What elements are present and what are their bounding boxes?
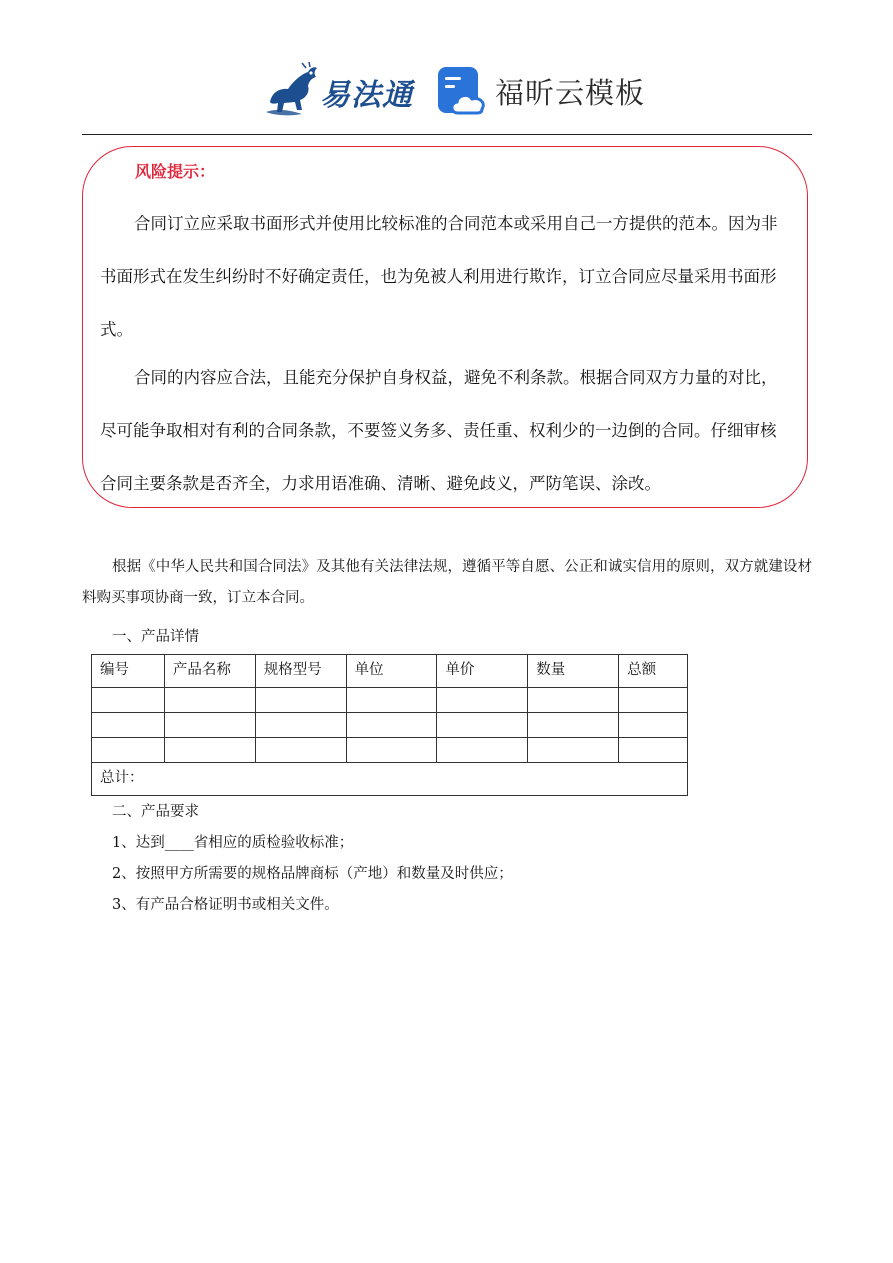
table-cell — [255, 688, 346, 713]
table-cell — [619, 688, 688, 713]
cloud-document-icon — [436, 65, 488, 117]
requirement-item: 2、按照甲方所需要的规格品牌商标（产地）和数量及时供应； — [112, 866, 513, 882]
brand-yifatong: 易法通 — [320, 78, 413, 113]
table-cell — [255, 713, 346, 738]
requirement-item: 1、达到____省相应的质检验收标准； — [112, 835, 354, 851]
table-cell — [437, 713, 528, 738]
column-header: 总额 — [619, 655, 688, 688]
table-cell — [619, 713, 688, 738]
risk-notice-box — [82, 146, 808, 508]
qilin-icon — [262, 62, 322, 118]
table-cell — [528, 713, 619, 738]
table-row — [92, 713, 688, 738]
requirement-item: 3、有产品合格证明书或相关文件。 — [112, 897, 339, 913]
table-cell — [346, 688, 437, 713]
table-cell — [92, 713, 165, 738]
table-row — [92, 738, 688, 763]
page-header — [0, 0, 893, 136]
contract-intro: 根据《中华人民共和国合同法》及其他有关法律法规，遵循平等自愿、公正和诚实信用的原则，双方就建设材料购买事项协商一致，订立本合同。 — [82, 559, 812, 606]
table-cell — [528, 738, 619, 763]
column-header: 编号 — [92, 655, 165, 688]
column-header: 产品名称 — [164, 655, 255, 688]
table-cell — [164, 738, 255, 763]
table-cell — [346, 713, 437, 738]
risk-notice-title: 风险提示： — [135, 162, 216, 181]
table-cell — [164, 713, 255, 738]
table-cell — [346, 738, 437, 763]
product-table — [91, 654, 688, 796]
table-cell — [255, 738, 346, 763]
column-header: 规格型号 — [255, 655, 346, 688]
section-title-product-details: 一、产品详情 — [112, 629, 199, 645]
table-cell — [437, 688, 528, 713]
risk-notice-paragraph: 合同的内容应合法，且能充分保护自身权益，避免不利条款。根据合同双方力量的对比，尽可能争取相对有利的合同条款，不要签义务多、责任重、权利少的一边倒的合同。仔细审核合同主要条款是否齐全，力求用语准确、清晰、避免歧义，严防笔误、涂改。 — [100, 368, 778, 493]
table-header-row — [92, 655, 688, 688]
table-cell — [528, 688, 619, 713]
table-cell — [164, 688, 255, 713]
section-title-product-requirements: 二、产品要求 — [112, 804, 199, 820]
total-label: 总计： — [92, 763, 688, 796]
table-row — [92, 688, 688, 713]
table-cell — [619, 738, 688, 763]
brand-foxit-template: 福昕云模板 — [495, 76, 646, 110]
column-header: 单价 — [437, 655, 528, 688]
table-total-row — [92, 763, 688, 796]
table-cell — [437, 738, 528, 763]
table-cell — [92, 738, 165, 763]
header-divider — [82, 134, 812, 135]
column-header: 单位 — [346, 655, 437, 688]
risk-notice-paragraph: 合同订立应采取书面形式并使用比较标准的合同范本或采用自己一方提供的范本。因为非书面形式在发生纠纷时不好确定责任，也为免被人利用进行欺诈，订立合同应尽量采用书面形式。 — [100, 214, 778, 339]
column-header: 数量 — [528, 655, 619, 688]
table-cell — [92, 688, 165, 713]
